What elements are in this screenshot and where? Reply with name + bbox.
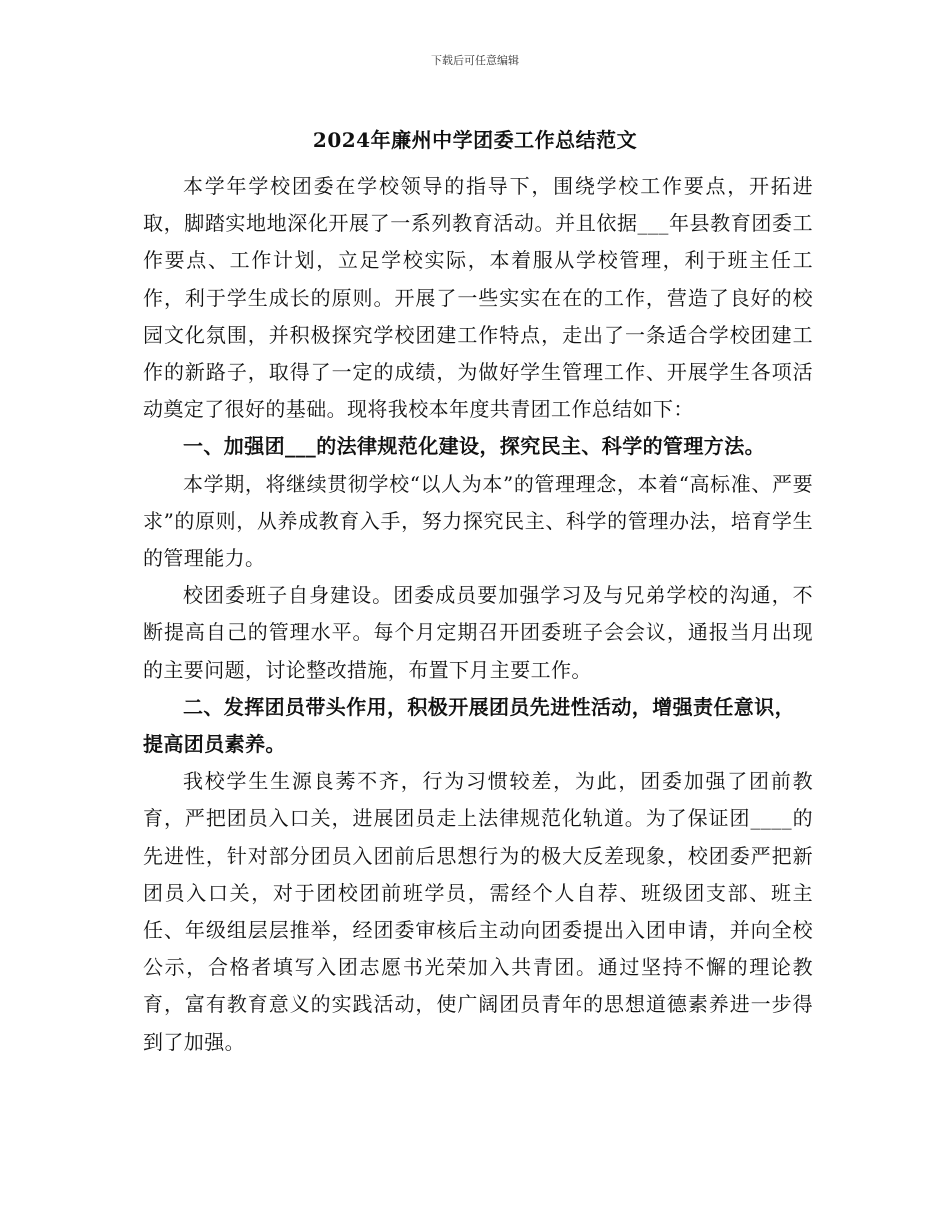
section-1-paragraph-1: 本学期，将继续贯彻学校“以人为本”的管理理念，本着“高标准、严要求”的原则，从养成教育入手，努力探究民主、科学的管理办法，培育学生的管理能力。	[143, 471, 813, 571]
section-heading-1: 一、加强团___的法律规范化建设，探究民主、科学的管理方法。	[183, 434, 765, 459]
intro-paragraph: 本学年学校团委在学校领导的指导下，围绕学校工作要点，开拓进取，脚踏实地地深化开展了一系列教育活动。并且依据___年县教育团委工作要点、工作计划，立足学校实际，本着服从学校管理，利于班主任工作，利于学生成长的原则。开展了一些实实在在的工作，营造了良好的校园文化氛围，并积极探究学校团建工作特点，走出了一条适合学校团建工作的新路子，取得了一定的成绩，为做好学生管理工作、开展学生各项活动奠定了很好的基础。现将我校本年度共青团工作总结如下：	[143, 174, 813, 422]
document-title: 2024年廉州中学团委工作总结范文	[312, 128, 638, 152]
header-note: 下载后可任意编辑	[431, 54, 519, 67]
section-2-paragraph-1: 我校学生生源良莠不齐，行为习惯较差，为此，团委加强了团前教育，严把团员入口关，进展团员走上法律规范化轨道。为了保证团____的先进性，针对部分团员入团前后思想行为的极大反差现象，校团委严把新团员入口关，对于团校团前班学员，需经个人自荐、班级团支部、班主任、年级组层层推举，经团委审核后主动向团委提出入团申请，并向全校公示，合格者填写入团志愿书光荣加入共青团。通过坚持不懈的理论教育，富有教育意义的实践活动，使广阔团员青年的思想道德素养进一步得到了加强。	[143, 769, 813, 1054]
document-body	[143, 168, 813, 1061]
section-1-paragraph-2: 校团委班子自身建设。团委成员要加强学习及与兄弟学校的沟通，不断提高自己的管理水平。每个月定期召开团委班子会会议，通报当月出现的主要问题，讨论整改措施，布置下月主要工作。	[143, 583, 813, 682]
section-heading-2: 二、发挥团员带头作用，积极开展团员先进性活动，增强责任意识，提高团员素养。	[143, 694, 795, 757]
